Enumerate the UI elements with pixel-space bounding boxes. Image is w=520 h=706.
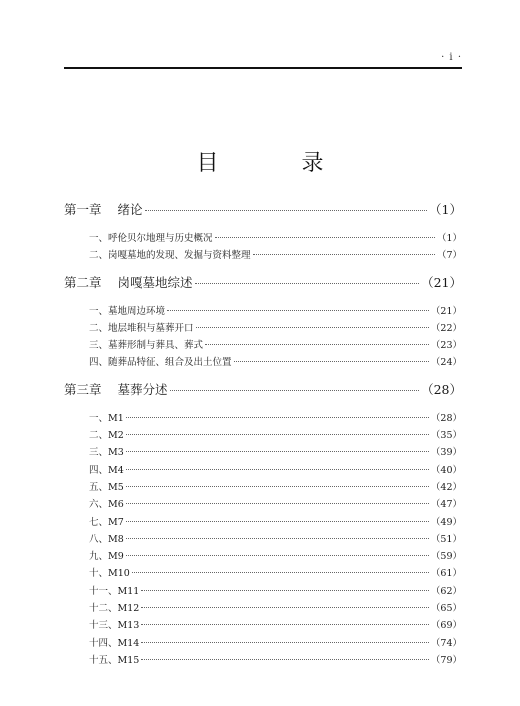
section-label: 三、墓葬形制与葬具、葬式 — [89, 340, 204, 352]
chapter-heading — [64, 273, 193, 291]
dot-leader — [170, 390, 420, 391]
section-page: （24） — [430, 357, 462, 369]
section-entry[interactable] — [64, 548, 462, 565]
section-entry[interactable] — [64, 617, 462, 634]
section-label: 七、M7 — [89, 516, 124, 528]
dot-leader — [141, 659, 429, 660]
section-page: （69） — [430, 620, 462, 632]
section-page: （74） — [430, 637, 462, 649]
page-number: · i · — [441, 52, 462, 63]
section-label: 一、呼伦贝尔地理与历史概况 — [89, 233, 213, 244]
section-page: （28） — [430, 412, 462, 424]
section-entry[interactable] — [64, 565, 462, 582]
section-page: （7） — [436, 250, 462, 262]
dot-leader — [196, 327, 429, 328]
section-entry[interactable] — [64, 444, 462, 461]
section-label: 十三、M13 — [89, 620, 140, 632]
section-entry[interactable] — [64, 496, 462, 513]
section-label: 三、M3 — [89, 447, 124, 459]
section-entry[interactable] — [64, 462, 462, 479]
section-page: （62） — [430, 585, 462, 597]
chapter-title: 岗嘎墓地综述 — [117, 274, 193, 290]
dot-leader — [132, 572, 429, 573]
dot-leader — [145, 210, 428, 211]
section-label: 四、M4 — [89, 464, 124, 476]
section-page: （35） — [430, 430, 462, 442]
dot-leader — [141, 642, 429, 643]
dot-leader — [141, 607, 429, 608]
section-entry[interactable] — [64, 303, 462, 320]
section-label: 二、M2 — [89, 430, 124, 442]
section-entry[interactable] — [64, 247, 462, 264]
section-label: 四、随葬品特征、组合及出土位置 — [89, 357, 232, 369]
dot-leader — [195, 283, 420, 284]
chapter-entry[interactable] — [64, 380, 462, 402]
section-entry[interactable] — [64, 354, 462, 371]
section-page: （49） — [430, 516, 462, 528]
section-label: 十五、M15 — [89, 654, 140, 666]
chapter-title: 墓葬分述 — [117, 381, 168, 397]
section-label: 十、M10 — [89, 568, 130, 580]
section-page: （61） — [430, 568, 462, 580]
dot-leader — [167, 310, 429, 311]
chapter-title: 绪论 — [117, 202, 143, 217]
section-page: （79） — [430, 654, 462, 666]
chapter-3 — [64, 380, 462, 669]
section-entry[interactable] — [64, 652, 462, 669]
chapter-1 — [64, 200, 462, 265]
dot-leader — [126, 486, 429, 487]
section-page: （47） — [430, 499, 462, 511]
dot-leader — [126, 555, 429, 556]
section-page: （23） — [430, 340, 462, 352]
dot-leader — [141, 590, 429, 591]
section-label: 二、地层堆积与墓葬开口 — [89, 322, 194, 334]
dot-leader — [126, 538, 429, 539]
section-entry[interactable] — [64, 479, 462, 496]
dot-leader — [126, 469, 429, 470]
section-label: 一、墓地周边环境 — [89, 305, 166, 317]
section-label: 十四、M14 — [89, 637, 140, 649]
section-entry[interactable] — [64, 531, 462, 548]
chapter-number: 第二章 — [64, 274, 102, 290]
section-page: （40） — [430, 464, 462, 476]
table-of-contents — [64, 200, 462, 677]
section-entry[interactable] — [64, 514, 462, 531]
section-page: （1） — [436, 233, 462, 244]
chapter-page: （28） — [421, 381, 462, 397]
section-page: （22） — [430, 322, 462, 334]
chapter-heading — [64, 380, 168, 398]
dot-leader — [205, 344, 429, 345]
section-label: 八、M8 — [89, 533, 124, 545]
section-label: 六、M6 — [89, 499, 124, 511]
chapter-2 — [64, 273, 462, 372]
section-label: 五、M5 — [89, 481, 124, 493]
section-entry[interactable] — [64, 230, 462, 247]
section-entry[interactable] — [64, 410, 462, 427]
chapter-page: （21） — [421, 274, 462, 290]
section-entry[interactable] — [64, 427, 462, 444]
chapter-entry[interactable] — [64, 200, 462, 222]
section-page: （59） — [430, 551, 462, 563]
dot-leader — [215, 237, 435, 238]
dot-leader — [126, 434, 429, 435]
section-entry[interactable] — [64, 320, 462, 337]
section-entry[interactable] — [64, 635, 462, 652]
section-label: 十二、M12 — [89, 603, 140, 615]
section-label: 九、M9 — [89, 551, 124, 563]
chapter-heading — [64, 200, 143, 218]
chapter-number: 第一章 — [64, 202, 102, 217]
dot-leader — [126, 521, 429, 522]
header-rule — [64, 67, 462, 69]
dot-leader — [126, 417, 429, 418]
chapter-page: （1） — [429, 202, 462, 217]
dot-leader — [126, 503, 429, 504]
page-title: 目 录 — [196, 151, 362, 176]
chapter-entry[interactable] — [64, 273, 462, 295]
section-page: （51） — [430, 533, 462, 545]
dot-leader — [126, 451, 429, 452]
dot-leader — [141, 624, 429, 625]
section-label: 十一、M11 — [89, 585, 140, 597]
section-label: 一、M1 — [89, 412, 124, 424]
section-page: （39） — [430, 447, 462, 459]
section-label: 二、岗嘎墓地的发现、发掘与资料整理 — [89, 250, 251, 262]
section-entry[interactable] — [64, 600, 462, 617]
section-page: （42） — [430, 481, 462, 493]
chapter-number: 第三章 — [64, 381, 102, 397]
section-page: （21） — [430, 305, 462, 317]
section-entry[interactable] — [64, 583, 462, 600]
section-entry[interactable] — [64, 337, 462, 354]
section-page: （65） — [430, 603, 462, 615]
dot-leader — [253, 254, 435, 255]
dot-leader — [234, 361, 429, 362]
